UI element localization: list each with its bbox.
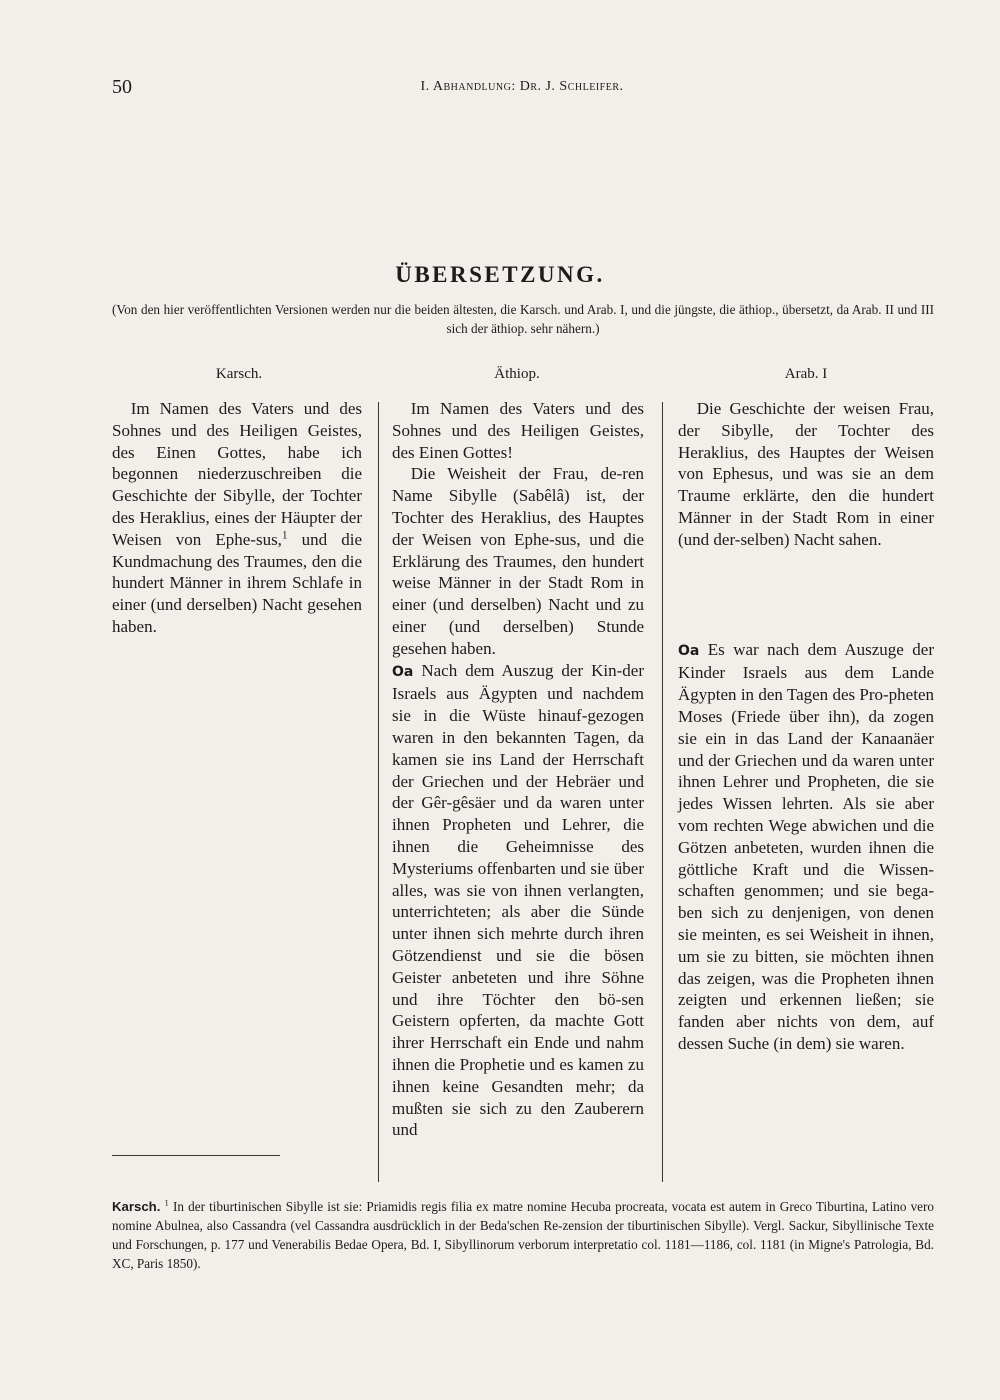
column-heading-karsch: Karsch. [215, 366, 263, 382]
footnote-label: Karsch. [112, 1199, 161, 1214]
arab-paragraph-1: Die Geschichte der weisen Frau, der Sibylle, der Tochter des Heraklius, des Hauptes der Weisen von Ephesus, und was sie an dem Traume erklärte, den die hundert Männer in der Stadt Rom in einer (und der-selben) Nacht sahen. [678, 399, 934, 549]
column-heading-athiop: Äthiop. [494, 366, 540, 382]
athiop-paragraph-3 [392, 660, 644, 1142]
arab-paragraph-2-text: Es war nach dem Auszuge der Kinder Israels aus dem Lande Ägypten in den Tagen des Pro-pheten Moses (Friede über ihn), da zogen sie ein in das Land der Kanaanäer und der Griechen und da waren unter ihnen Lehrer und Propheten, die sie jedes Wissen lehrten. Als sie aber vom rechten Wege abwichen und die Götzen anbeteten, wurden ihnen die göttliche Kraft und die Wissen-schaften genommen; und sie bega-ben sich zu denjenigen, von denen sie meinten, es sei Weisheit in ihnen, um sie zu bitten, sie möchten ihnen das zeigen, was die Propheten ihnen zeigten und erkennen ließen; sie fanden aber nichts von dem, auf dessen Suche (in dem) sie waren. [678, 639, 934, 1053]
page-header [112, 76, 932, 102]
arab-paragraph-2 [678, 639, 934, 1055]
footnote-ref: 1 [281, 529, 288, 542]
page-number: 50 [112, 76, 132, 98]
section-marker: Oa [678, 642, 700, 659]
column-arab [678, 398, 934, 1055]
karsch-paragraph [112, 398, 362, 638]
running-head: I. Abhandlung: Dr. J. Schleifer. [420, 79, 624, 94]
athiop-paragraph-2: Die Weisheit der Frau, de-ren Name Sibylle (Sabêlâ) ist, der Tochter des Heraklius, des Hauptes der Weisen von Ephe-sus, und die Erklärung des Traumes, den hundert weise Männer in der Stadt Rom in einer (und derselben) Nacht und zu einer (und derselben) Stunde gesehen haben. [392, 464, 644, 658]
column-karsch [112, 398, 362, 638]
footnote-number: 1 [164, 1197, 169, 1208]
column-divider-left [378, 402, 379, 1182]
athiop-paragraph-3-text: Nach dem Auszug der Kin-der Israels aus Ägypten und nachdem sie in die Wüste hinauf-gezogen waren in den bekannten Tagen, da kamen sie ins Land der Herrschaft der Griechen und der Hebräer und der Gêr-gêsäer und da waren unter ihnen Propheten und Lehrer, die ihnen die Geheimnisse des Mysteriums offenbarten und sie über alles, was sie von ihnen verlangten, unterrichteten; als aber die Sünde unter ihnen sich mehrte durch ihren Götzendienst und sie die bösen Geister anbeteten und ihre Söhne und ihre Töchter den bö-sen Geistern opferten, da machte Gott ihrer Herrschaft ein Ende und nahm ihnen die Prophetie und es kamen zu ihnen keine Gesandten mehr; da mußten sie sich zu den Zauberern und [392, 660, 644, 1140]
column-heading-arab: Arab. I [784, 366, 828, 382]
column-divider-right [662, 402, 663, 1182]
column-athiop [392, 398, 644, 1141]
section-marker: Oa [392, 663, 414, 680]
karsch-text-end: und die Kundmachung des Traumes, den die hundert Männer in ihrem Schlafe in einer (und derselben) Nacht gesehen haben. [112, 529, 362, 636]
footnote-text: In der tiburtinischen Sibylle ist sie: Priamidis regis filia ex matre nomine Hecuba procreata, vocata est autem in Greco Tiburtina, Latino vero nomine Abulnea, also Cassandra (vel Cassandra ausdrücklich in der Beda'schen Re-zension der tiburtinischen Sibylle). Vergl. Sackur, Sibyllinische Texte und Forschungen, p. 177 und Venerabilis Bedae Opera, Bd. I, Sibyllinorum verborum interpretatio col. 1181—1186, col. 1181 (in Migne's Patrologia, Bd. XC, Paris 1850). [112, 1199, 935, 1271]
footnote [112, 1197, 934, 1273]
karsch-text: Im Namen des Vaters und des Sohnes und des Heiligen Geistes, des Einen Gottes, habe ich begonnen niederzuschreiben die Geschichte der Sibylle, der Tochter des Heraklius, eines der Häupter der Weisen von Ephe-sus, [112, 399, 362, 549]
footnote-rule [112, 1155, 280, 1156]
athiop-paragraph-1: Im Namen des Vaters und des Sohnes und des Heiligen Geistes, des Einen Gottes! [392, 399, 644, 462]
intro-note: (Von den hier veröffentlichten Versionen werden nur die beiden ältesten, die Karsch. und Arab. I, und die jüngste, die äthiop., übersetzt, da Arab. II und III sich der äthiop. sehr nähern.) [112, 302, 934, 336]
section-title: ÜBERSETZUNG. [395, 262, 605, 287]
